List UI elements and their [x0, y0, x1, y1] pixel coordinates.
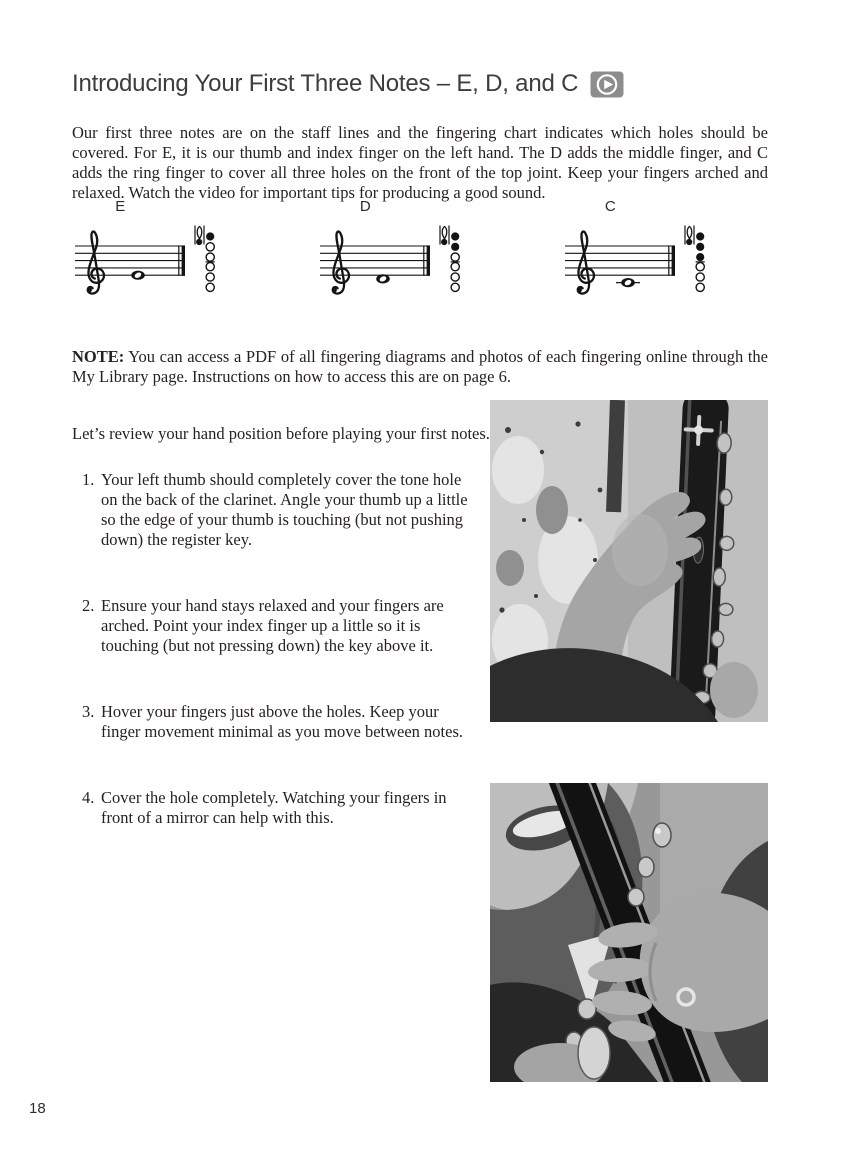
step-text: Cover the hole completely. Watching your fingers in front of a mirror can help with this. — [101, 788, 447, 827]
list-item — [82, 470, 474, 550]
photo-thumb-position-art — [490, 400, 768, 722]
list-item — [82, 702, 474, 742]
note-paragraph — [72, 347, 768, 387]
whole-note — [131, 271, 145, 280]
tone-hole-4 — [451, 263, 459, 271]
staff-and-fingering-E — [75, 220, 217, 300]
list-item — [82, 788, 474, 828]
thumb-hole — [196, 239, 202, 245]
photo-thumb-position — [490, 400, 768, 722]
register-key-icon — [197, 227, 202, 239]
intro-paragraph: Our first three notes are on the staff lines and the fingering chart indicates which holes should be covered. For E, it is our thumb and index finger on the left hand. The D adds the middle finger, and C adds the ring finger to cover all three holes on the front of the top joint. Keep your fingers arched and relaxed. Watch the video for important tips for producing a good sound. — [72, 122, 768, 202]
tone-hole-6 — [206, 283, 214, 291]
fingering-chart — [685, 226, 705, 292]
step-number: 3. — [82, 702, 95, 721]
fingering-chart — [440, 226, 460, 292]
step-text: Hover your fingers just above the holes. Keep your finger movement minimal as you move between notes. — [101, 702, 463, 741]
tone-hole-1 — [696, 232, 704, 240]
note-text: You can access a PDF of all fingering diagrams and photos of each fingering online through the My Library page. Instructions on how to access this are on page 6. — [72, 346, 768, 386]
video-play-icon-svg — [590, 71, 624, 98]
tone-hole-2 — [451, 243, 459, 251]
whole-note — [376, 274, 390, 283]
tone-hole-4 — [696, 263, 704, 271]
photo-finger-position-art — [490, 783, 768, 1082]
thumb-hole — [441, 239, 447, 245]
treble-clef-icon — [333, 232, 349, 294]
whole-note — [621, 278, 635, 287]
review-intro: Let’s review your hand position before playing your first notes. — [72, 423, 490, 443]
note-name-label: C — [604, 198, 617, 215]
treble-clef-icon — [88, 232, 104, 294]
tone-hole-6 — [696, 283, 704, 291]
step-text: Your left thumb should completely cover the tone hole on the back of the clarinet. Angle your thumb up a little so the edge of your thumb is touching (but not pushing down) the register key. — [101, 470, 468, 549]
tone-hole-1 — [451, 232, 459, 240]
tone-hole-5 — [206, 273, 214, 281]
page-number: 18 — [29, 1100, 46, 1117]
fingering-chart — [195, 226, 215, 292]
tone-hole-3 — [451, 253, 459, 261]
step-number: 2. — [82, 596, 95, 615]
video-play-icon[interactable] — [590, 71, 624, 98]
treble-clef-icon — [578, 232, 594, 294]
tone-hole-1 — [206, 232, 214, 240]
note-name-label: D — [359, 198, 372, 215]
thumb-hole — [686, 239, 692, 245]
note-label: NOTE: — [72, 346, 125, 366]
register-key-icon — [442, 227, 447, 239]
register-key-icon — [687, 227, 692, 239]
tone-hole-5 — [696, 273, 704, 281]
tone-hole-2 — [696, 243, 704, 251]
photo-finger-position — [490, 783, 768, 1082]
tone-hole-6 — [451, 283, 459, 291]
step-number: 1. — [82, 470, 95, 489]
list-item — [82, 596, 474, 656]
page-title-row — [72, 70, 812, 98]
tone-hole-2 — [206, 243, 214, 251]
tone-hole-5 — [451, 273, 459, 281]
step-number: 4. — [82, 788, 95, 807]
tone-hole-3 — [696, 253, 704, 261]
step-text: Ensure your hand stays relaxed and your fingers are arched. Point your index finger up a little so it is touching (but not pressing down) the key above it. — [101, 596, 444, 655]
tone-hole-4 — [206, 263, 214, 271]
staff-and-fingering-D — [320, 220, 462, 300]
tone-hole-3 — [206, 253, 214, 261]
staff-and-fingering-C — [565, 220, 707, 300]
page-title: Introducing Your First Three Notes – E, D, and C — [72, 70, 579, 97]
note-name-label: E — [115, 198, 126, 215]
